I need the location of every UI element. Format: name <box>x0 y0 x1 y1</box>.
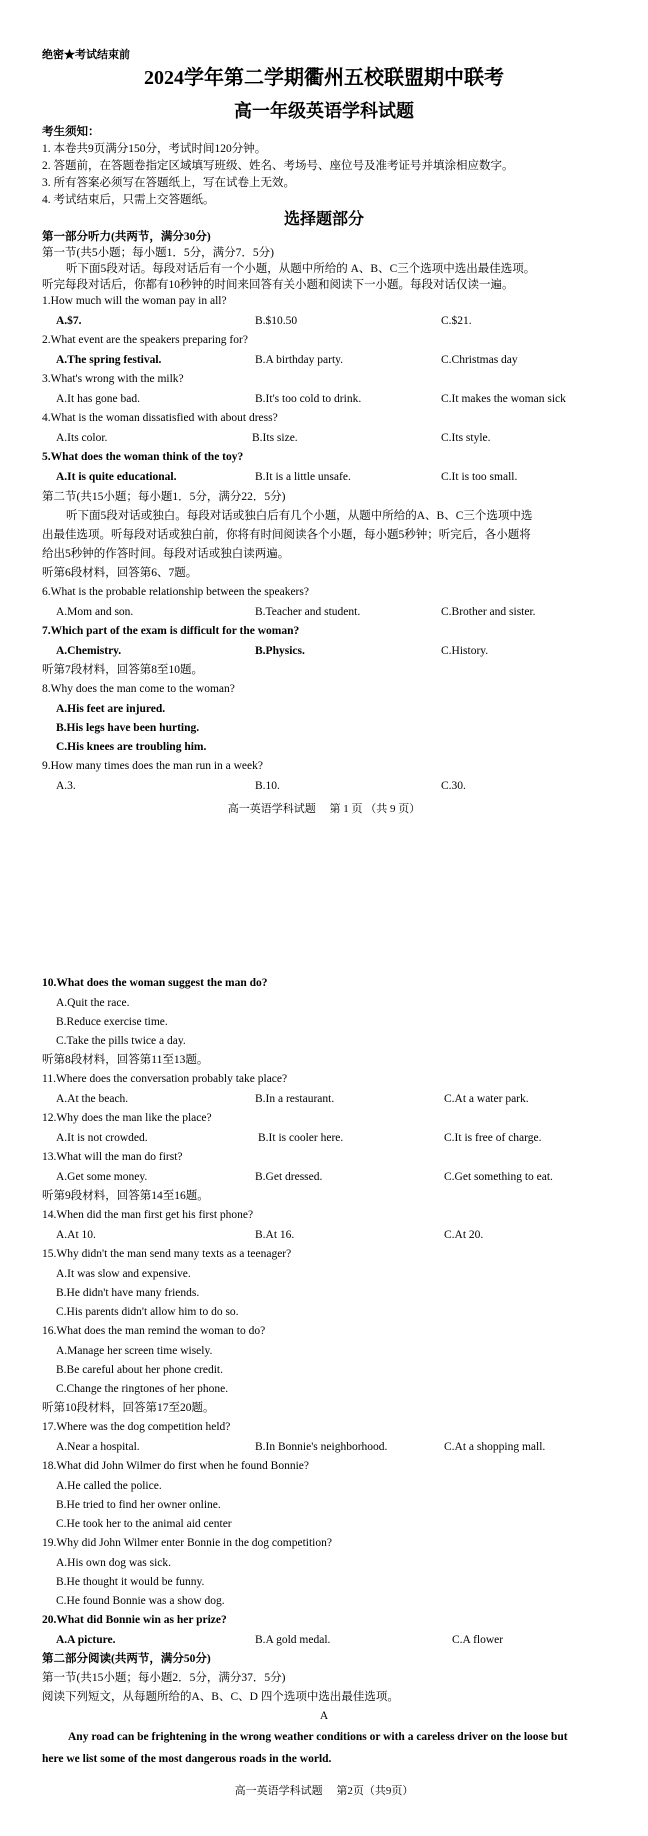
option-b: B.Its size. <box>252 432 298 444</box>
option-b: B.Be careful about her phone credit. <box>56 1364 224 1376</box>
confidential-label: 绝密★考试结束前 <box>42 49 130 61</box>
option-c: C.His knees are troubling him. <box>56 741 207 753</box>
part1-sec2-title: 第二节(共15小题；每小题1．5分，满分22．5分) <box>42 491 286 503</box>
question-stem: 16.What does the man remind the woman to do? <box>42 1325 266 1337</box>
option-a: A.His feet are injured. <box>56 703 166 715</box>
notice-item: 2. 答题前，在答题卷指定区域填写班级、姓名、考场号、座位号及准考证号并填涂相应数字。 <box>42 160 514 172</box>
option-a: A.Near a hospital. <box>56 1441 140 1453</box>
material-label: 听第7段材料，回答第8至10题。 <box>42 664 203 676</box>
part1-sec1-title: 第一节(共5小题；每小题1．5分，满分7．5分) <box>42 247 274 259</box>
option-c: C.A flower <box>452 1634 504 1646</box>
part1-sec2-intro: 给出5秒钟的作答时间。每段对话或独白读两遍。 <box>42 548 290 560</box>
option-b: B.In a restaurant. <box>255 1093 335 1105</box>
part1-sec1-intro: 听完每段对话后，你都有10秒钟的时间来回答有关小题和阅读下一小题。每段对话仅读一遍。 <box>42 279 514 291</box>
question-stem: 18.What did John Wilmer do first when he found Bonnie? <box>42 1460 309 1472</box>
option-a: A.A picture. <box>56 1634 116 1646</box>
option-c: C.He found Bonnie was a show dog. <box>56 1595 225 1607</box>
option-b: B.It is cooler here. <box>258 1132 344 1144</box>
option-c: C.He took her to the animal aid center <box>56 1518 232 1530</box>
option-a: A.His own dog was sick. <box>56 1557 171 1569</box>
option-a: A.Its color. <box>56 432 108 444</box>
question-stem: 9.How many times does the man run in a week? <box>42 760 263 772</box>
notice-item: 1. 本卷共9页满分150分，考试时间120分钟。 <box>42 143 267 155</box>
option-c: C.History. <box>441 645 489 657</box>
option-a: A.It has gone bad. <box>56 393 140 405</box>
notice-title: 考生须知： <box>42 126 100 138</box>
part1-sec2-intro: 出最佳选项。听每段对话或独白前，你将有时间阅读各个小题，每小题5秒钟；听完后，各小题将 <box>42 529 531 541</box>
option-a: A.It was slow and expensive. <box>56 1268 191 1280</box>
question-stem: 1.How much will the woman pay in all? <box>42 295 227 307</box>
part2-title: 第二部分阅读(共两节，满分50分) <box>42 1653 211 1665</box>
option-b: B.He tried to find her owner online. <box>56 1499 221 1511</box>
option-a: A.The spring festival. <box>56 354 162 366</box>
material-label: 听第8段材料，回答第11至13题。 <box>42 1054 209 1066</box>
question-stem: 14.When did the man first get his first phone? <box>42 1209 254 1221</box>
option-a: A.At 10. <box>56 1229 96 1241</box>
option-c: C.$21. <box>441 315 472 327</box>
option-a: A.At the beach. <box>56 1093 129 1105</box>
question-stem: 3.What's wrong with the milk? <box>42 373 184 385</box>
option-b: B.At 16. <box>255 1229 295 1241</box>
option-b: B.It's too cold to drink. <box>255 393 362 405</box>
question-stem: 20.What did Bonnie win as her prize? <box>42 1614 227 1626</box>
page-footer: 高一英语学科试题 第2页（共9页） <box>234 1785 414 1797</box>
question-stem: 2.What event are the speakers preparing for? <box>42 334 248 346</box>
option-a: A.Mom and son. <box>56 606 134 618</box>
option-a: A.Manage her screen time wisely. <box>56 1345 213 1357</box>
option-c: C.It is too small. <box>441 471 518 483</box>
option-c: C.30. <box>441 780 466 792</box>
part1-title: 第一部分听力(共两节，满分30分) <box>42 231 211 243</box>
question-stem: 8.Why does the man come to the woman? <box>42 683 235 695</box>
passage-label: A <box>319 1710 329 1722</box>
question-stem: 6.What is the probable relationship between the speakers? <box>42 586 309 598</box>
option-b: B.In Bonnie's neighborhood. <box>255 1441 388 1453</box>
option-b: B.Physics. <box>255 645 305 657</box>
option-c: C.At a shopping mall. <box>444 1441 546 1453</box>
section-title: 选择题部分 <box>283 211 364 228</box>
exam-title: 2024学年第二学期衢州五校联盟期中联考 <box>144 67 504 89</box>
option-c: C.Take the pills twice a day. <box>56 1035 186 1047</box>
notice-item: 3. 所有答案必须写在答题纸上，写在试卷上无效。 <box>42 177 295 189</box>
option-c: C.Get something to eat. <box>444 1171 553 1183</box>
option-c: C.It is free of charge. <box>444 1132 542 1144</box>
notice-item: 4. 考试结束后，只需上交答题纸。 <box>42 194 215 206</box>
passage-text: Any road can be frightening in the wrong weather conditions or with a careless driver on the loose but <box>68 1731 568 1743</box>
exam-subtitle: 高一年级英语学科试题 <box>234 101 414 121</box>
option-b: B.Reduce exercise time. <box>56 1016 168 1028</box>
option-b: B.A gold medal. <box>255 1634 331 1646</box>
option-a: A.Quit the race. <box>56 997 130 1009</box>
option-b: B.Teacher and student. <box>255 606 361 618</box>
option-c: C.At 20. <box>444 1229 484 1241</box>
option-a: A.It is quite educational. <box>56 471 177 483</box>
question-stem: 4.What is the woman dissatisfied with about dress? <box>42 412 278 424</box>
question-stem: 5.What does the woman think of the toy? <box>42 451 244 463</box>
option-a: A.$7. <box>56 315 82 327</box>
option-c: C.Christmas day <box>441 354 518 366</box>
part2-intro: 阅读下列短文，从每题所给的A、B、C、D 四个选项中选出最佳选项。 <box>42 1691 399 1703</box>
question-stem: 11.Where does the conversation probably take place? <box>42 1073 288 1085</box>
option-a: A.Chemistry. <box>56 645 122 657</box>
page-footer: 高一英语学科试题 第 1 页 （共 9 页） <box>227 803 421 815</box>
option-a: A.It is not crowded. <box>56 1132 148 1144</box>
part2-sec1-title: 第一节(共15小题；每小题2．5分，满分37．5分) <box>42 1672 286 1684</box>
option-c: C.Brother and sister. <box>441 606 536 618</box>
option-c: C.Change the ringtones of her phone. <box>56 1383 229 1395</box>
question-stem: 12.Why does the man like the place? <box>42 1112 212 1124</box>
part1-sec1-intro: 听下面5段对话。每段对话后有一个小题，从题中所给的 A、B、C三个选项中选出最佳选项。 <box>66 263 536 275</box>
material-label: 听第9段材料，回答第14至16题。 <box>42 1190 209 1202</box>
question-stem: 13.What will the man do first? <box>42 1151 183 1163</box>
question-stem: 15.Why didn't the man send many texts as a teenager? <box>42 1248 292 1260</box>
question-stem: 19.Why did John Wilmer enter Bonnie in the dog competition? <box>42 1537 332 1549</box>
question-stem: 7.Which part of the exam is difficult for the woman? <box>42 625 300 637</box>
option-b: B.He didn't have many friends. <box>56 1287 200 1299</box>
question-stem: 17.Where was the dog competition held? <box>42 1421 231 1433</box>
option-a: A.He called the police. <box>56 1480 162 1492</box>
option-c: C.It makes the woman sick <box>441 393 566 405</box>
question-stem: 10.What does the woman suggest the man do? <box>42 977 268 989</box>
option-b: B.He thought it would be funny. <box>56 1576 205 1588</box>
option-b: B.It is a little unsafe. <box>255 471 351 483</box>
material-label: 听第10段材料，回答第17至20题。 <box>42 1402 215 1414</box>
option-c: C.His parents didn't allow him to do so. <box>56 1306 239 1318</box>
part1-sec2-intro: 听下面5段对话或独白。每段对话或独白后有几个小题，从题中所给的A、B、C三个选项中选 <box>66 510 533 522</box>
passage-text: here we list some of the most dangerous roads in the world. <box>42 1753 332 1765</box>
option-a: A.3. <box>56 780 76 792</box>
option-b: B.His legs have been hurting. <box>56 722 200 734</box>
option-c: C.At a water park. <box>444 1093 529 1105</box>
option-a: A.Get some money. <box>56 1171 148 1183</box>
option-c: C.Its style. <box>441 432 491 444</box>
option-b: B.Get dressed. <box>255 1171 323 1183</box>
option-b: B.$10.50 <box>255 315 298 327</box>
option-b: B.10. <box>255 780 280 792</box>
material-label: 听第6段材料，回答第6、7题。 <box>42 567 198 579</box>
option-b: B.A birthday party. <box>255 354 344 366</box>
